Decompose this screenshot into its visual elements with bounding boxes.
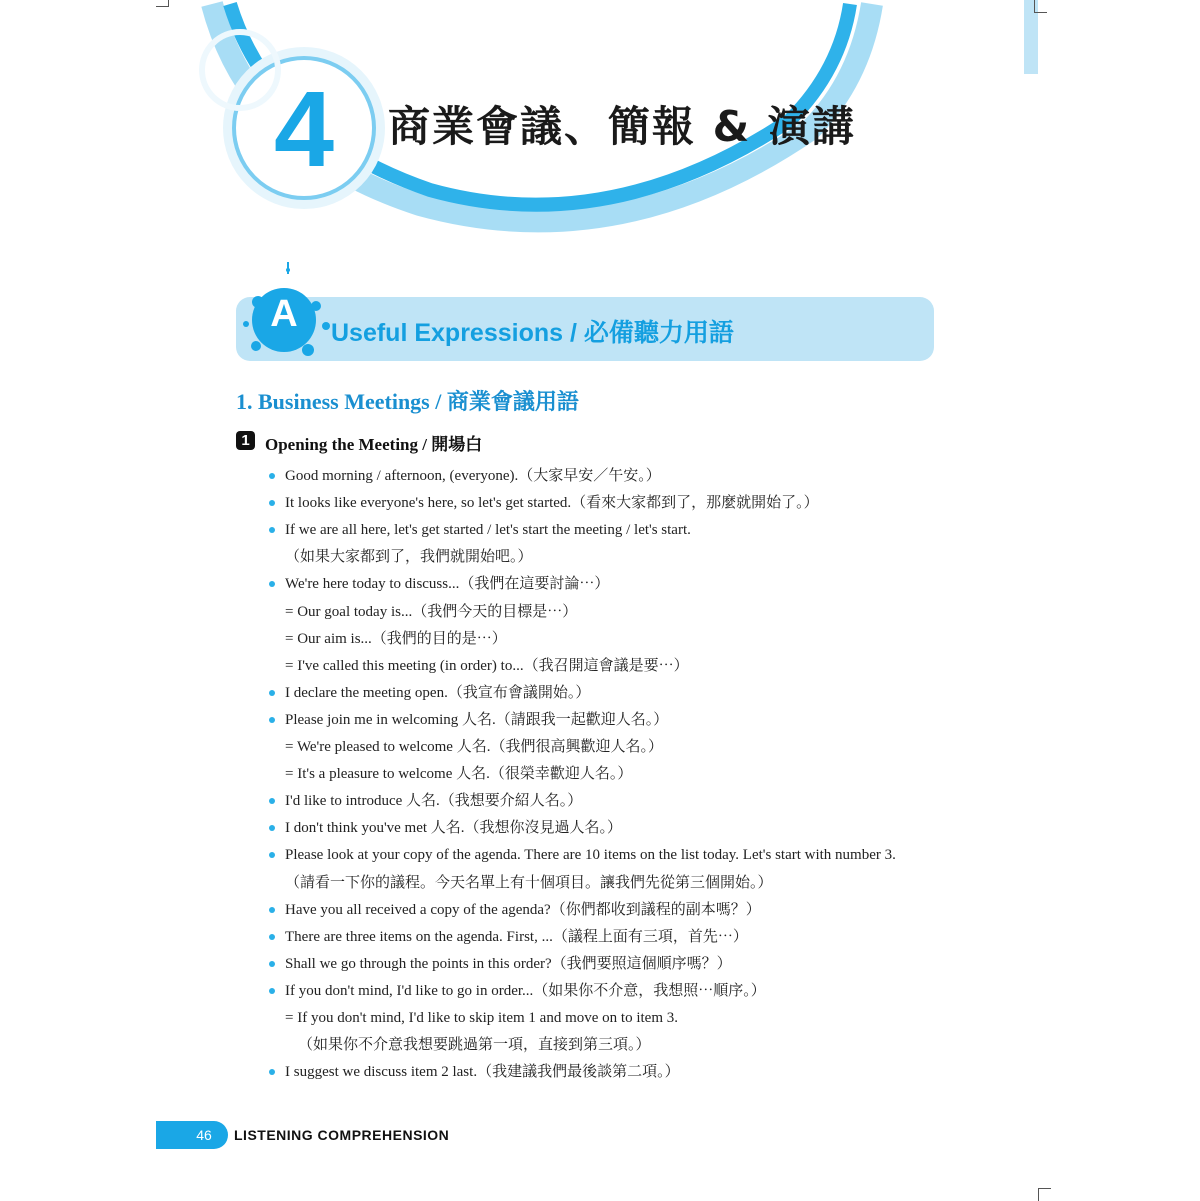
- chapter-number: 4: [273, 68, 335, 189]
- expression-bullet-line: Shall we go through the points in this order?（我們要照這個順序嗎？）: [285, 956, 732, 972]
- item-title: Opening the Meeting / 開場白: [265, 435, 483, 454]
- expression-sub-line: （如果大家都到了，我們就開始吧。）: [285, 549, 533, 565]
- expression-sub-line: = If you don't mind, I'd like to skip item 1 and move on to item 3.: [285, 1010, 678, 1026]
- expression-sub-line: = We're pleased to welcome 人名.（我們很高興歡迎人名。）: [285, 739, 663, 755]
- subheading: 1. Business Meetings / 商業會議用語: [236, 389, 579, 414]
- expression-sub-line: = Our goal today is...（我們今天的目標是⋯）: [285, 604, 578, 620]
- expression-bullet-line: I declare the meeting open.（我宣布會議開始。）: [285, 685, 591, 701]
- expression-sub-line: （如果你不介意我想要跳過第一項，直接到第三項。）: [298, 1037, 651, 1053]
- expression-bullet-line: Have you all received a copy of the agenda?（你們都收到議程的副本嗎？）: [285, 902, 761, 918]
- expression-sub-line: = It's a pleasure to welcome 人名.（很榮幸歡迎人名。）: [285, 766, 633, 782]
- expression-bullet-line: I'd like to introduce 人名.（我想要介紹人名。）: [285, 793, 583, 809]
- crop-mark-bottom-right: [1038, 1188, 1051, 1201]
- expression-bullet-line: If you don't mind, I'd like to go in order...（如果你不介意，我想照⋯順序。）: [285, 983, 766, 999]
- expression-bullet-line: If we are all here, let's get started / let's start the meeting / let's start.: [285, 522, 691, 538]
- expression-sub-line: = I've called this meeting (in order) to...（我召開這會議是要⋯）: [285, 658, 689, 674]
- page-number: 46: [196, 1127, 212, 1143]
- expression-sub-line: （請看一下你的議程。今天名單上有十個項目。讓我們先從第三個開始。）: [285, 875, 773, 891]
- expression-sub-line: = Our aim is...（我們的目的是⋯）: [285, 631, 507, 647]
- crop-mark-top-left: [156, 0, 169, 7]
- section-letter: A: [270, 293, 298, 335]
- expression-bullet-line: There are three items on the agenda. First, ...（議程上面有三項，首先⋯）: [285, 929, 748, 945]
- expression-bullet-line: I don't think you've met 人名.（我想你沒見過人名。）: [285, 820, 623, 836]
- section-title: Useful Expressions / 必備聽力用語: [331, 319, 734, 347]
- expression-bullet-line: We're here today to discuss...（我們在這要討論⋯）: [285, 576, 610, 592]
- chapter-title: 商業會議、簡報 & 演講: [388, 102, 856, 151]
- expression-bullet-line: Please look at your copy of the agenda. There are 10 items on the list today. Let's start with number 3.: [285, 847, 896, 863]
- item-number-badge: 1: [236, 431, 255, 450]
- expression-bullet-line: Good morning / afternoon, (everyone).（大家早安／午安。）: [285, 468, 661, 484]
- expression-bullet-line: Please join me in welcoming 人名.（請跟我一起歡迎人名。）: [285, 712, 669, 728]
- crop-mark-top-right: [1034, 0, 1047, 13]
- footer-label: LISTENING COMPREHENSION: [234, 1127, 450, 1143]
- expression-bullet-line: It looks like everyone's here, so let's get started.（看來大家都到了，那麼就開始了。）: [285, 495, 819, 511]
- expression-bullet-line: I suggest we discuss item 2 last.（我建議我們最後談第二項。）: [285, 1064, 680, 1080]
